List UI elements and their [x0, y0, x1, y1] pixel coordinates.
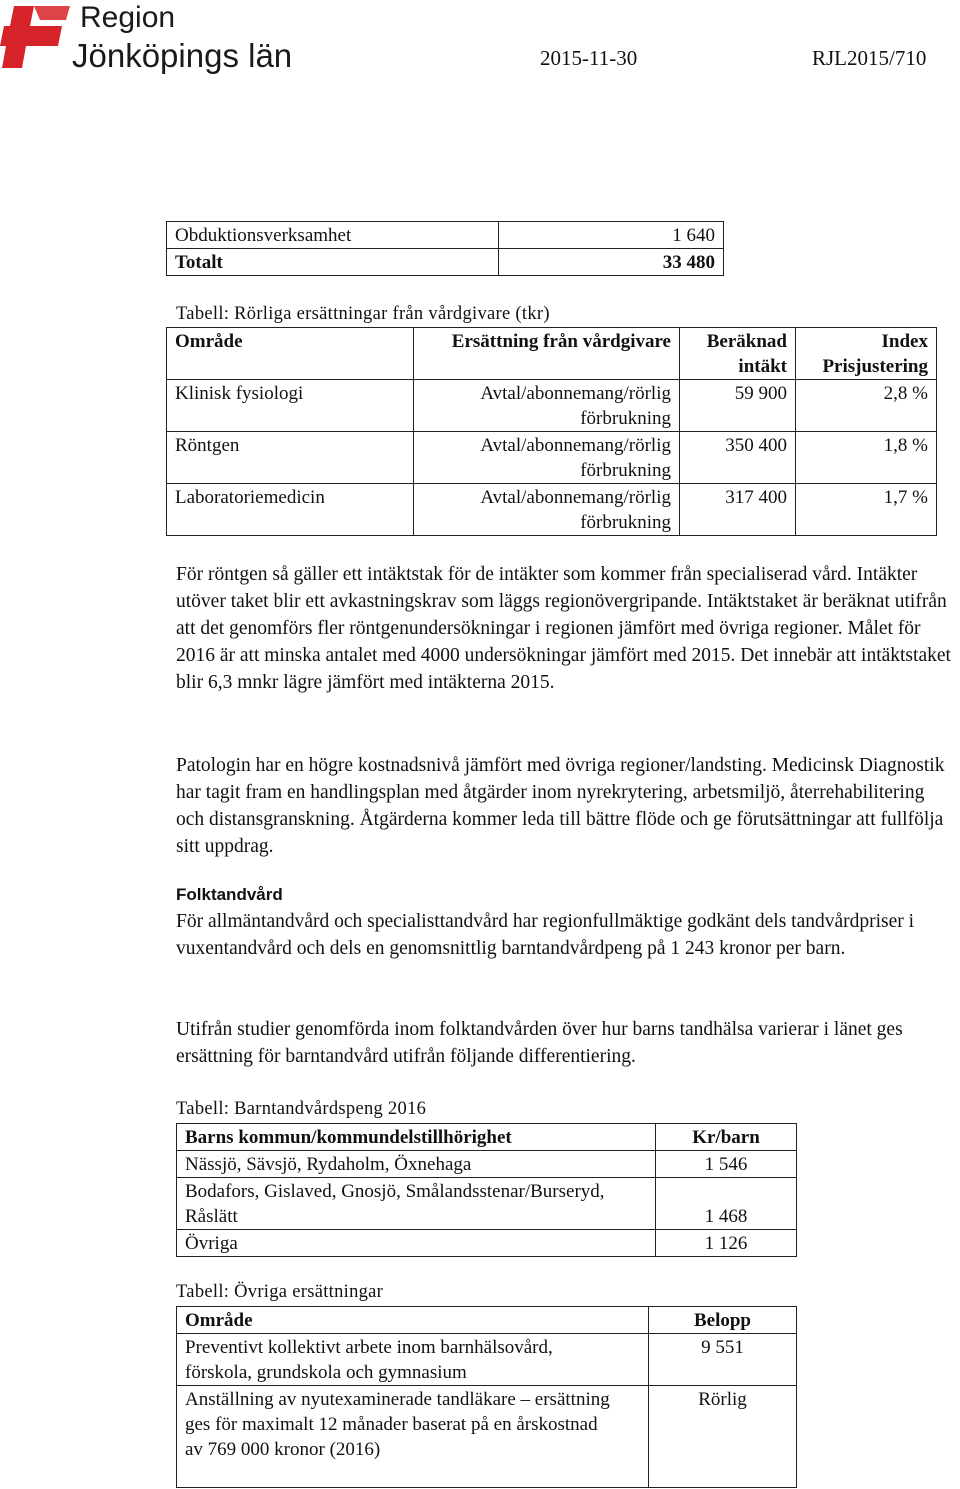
row-income: 317 400 [680, 484, 796, 536]
table-row [167, 484, 937, 536]
header-area: Område [177, 1307, 649, 1334]
summary-value: 1 640 [499, 222, 724, 249]
table-row [177, 1386, 797, 1488]
row-compensation: Avtal/abonnemang/rörlig förbrukning [414, 380, 680, 432]
logo-line-1: Region [80, 1, 176, 34]
header-area: Område [167, 328, 414, 380]
summary-label: Totalt [167, 249, 499, 276]
header-index: Index Prisjustering [796, 328, 937, 380]
row-index: 1,7 % [796, 484, 937, 536]
row-compensation: Avtal/abonnemang/rörlig förbrukning [414, 432, 680, 484]
child-dental-table [176, 1123, 797, 1257]
row-area: Nässjö, Sävsjö, Rydaholm, Öxnehaga [177, 1151, 656, 1178]
table-row [177, 1151, 797, 1178]
region-logo-icon [0, 2, 72, 72]
table-row [177, 1334, 797, 1386]
row-value: 9 551 [649, 1334, 797, 1386]
variable-table-caption: Tabell: Rörliga ersättningar från vårdgivare (tkr) [176, 304, 550, 324]
row-value: 1 126 [656, 1230, 797, 1257]
child-table-caption: Tabell: Barntandvårdspeng 2016 [176, 1099, 427, 1119]
paragraph-rontgen: För röntgen så gäller ett intäktstak för de intäkter som kommer från specialiserad vård. Intäkter utöver taket blir ett avkastningskrav som läggs regionövergripande. Intäktstaket är beräknat utifrån att det genomförs fler röntgenundersökningar i regionen jämfört med övriga regioner. Målet för 2016 är att minska antalet med 4000 undersökningar jämfört med 2015. Det innebär att intäktstaket blir 6,3 mnkr lägre jämfört med intäkterna 2015. [176, 564, 951, 693]
table-row [177, 1230, 797, 1257]
row-area: Laboratoriemedicin [167, 484, 414, 536]
other-compensation-table [176, 1306, 797, 1488]
paragraph-allmantandvard: För allmäntandvård och specialisttandvård har regionfullmäktige godkänt dels tandvårdpriser i vuxentandvård och dels en genomsnittlig barntandvårdpeng på 1 243 kronor per barn. [176, 911, 915, 959]
header-income: Beräknad intäkt [680, 328, 796, 380]
row-area: Anställning av nyutexaminerade tandläkare – ersättning ges för maximalt 12 månader baserat på en årskostnad av 769 000 kronor (2016) [177, 1386, 649, 1488]
table-row [167, 432, 937, 484]
row-compensation: Avtal/abonnemang/rörlig förbrukning [414, 484, 680, 536]
table-header-row [167, 328, 937, 380]
row-value: 1 546 [656, 1151, 797, 1178]
summary-value: 33 480 [499, 249, 724, 276]
paragraph-differentiering: Utifrån studier genomförda inom folktandvården över hur barns tandhälsa varierar i länet ges ersättning för barntandvård utifrån följande differentiering. [176, 1019, 903, 1067]
row-index: 2,8 % [796, 380, 937, 432]
header-value: Kr/barn [656, 1124, 797, 1151]
document-date: 2015-11-30 [540, 46, 638, 70]
table-row [167, 380, 937, 432]
table-row [177, 1178, 797, 1230]
other-table-caption: Tabell: Övriga ersättningar [176, 1282, 384, 1302]
row-income: 59 900 [680, 380, 796, 432]
table-row [167, 249, 724, 276]
header-area: Barns kommun/kommundelstillhörighet [177, 1124, 656, 1151]
logo-line-2: Jönköpings län [72, 37, 293, 74]
row-area: Klinisk fysiologi [167, 380, 414, 432]
summary-table [166, 221, 724, 276]
row-area: Övriga [177, 1230, 656, 1257]
table-header-row [177, 1307, 797, 1334]
header-value: Belopp [649, 1307, 797, 1334]
row-value: Rörlig [649, 1386, 797, 1488]
variable-table [166, 327, 937, 536]
row-index: 1,8 % [796, 432, 937, 484]
paragraph-patologi: Patologin har en högre kostnadsnivå jämfört med övriga regioner/landsting. Medicinsk Diagnostik har tagit fram en handlingsplan med åtgärder inom nyrekrytering, arbetsmiljö, återrehabilitering och distansgranskning. Åtgärderna kommer leda till bättre flöde och ge förutsättningar att fullfölja sitt uppdrag. [176, 755, 945, 857]
row-income: 350 400 [680, 432, 796, 484]
heading-folktandvard: Folktandvård [176, 885, 283, 904]
row-area: Röntgen [167, 432, 414, 484]
table-header-row [177, 1124, 797, 1151]
row-area: Preventivt kollektivt arbete inom barnhälsovård, förskola, grundskola och gymnasium [177, 1334, 649, 1386]
table-row [167, 222, 724, 249]
header-compensation: Ersättning från vårdgivare [414, 328, 680, 380]
document-reference: RJL2015/710 [812, 46, 927, 70]
summary-label: Obduktionsverksamhet [167, 222, 499, 249]
row-value: 1 468 [656, 1178, 797, 1230]
row-area: Bodafors, Gislaved, Gnosjö, Smålandsstenar/Burseryd, Råslätt [177, 1178, 656, 1230]
